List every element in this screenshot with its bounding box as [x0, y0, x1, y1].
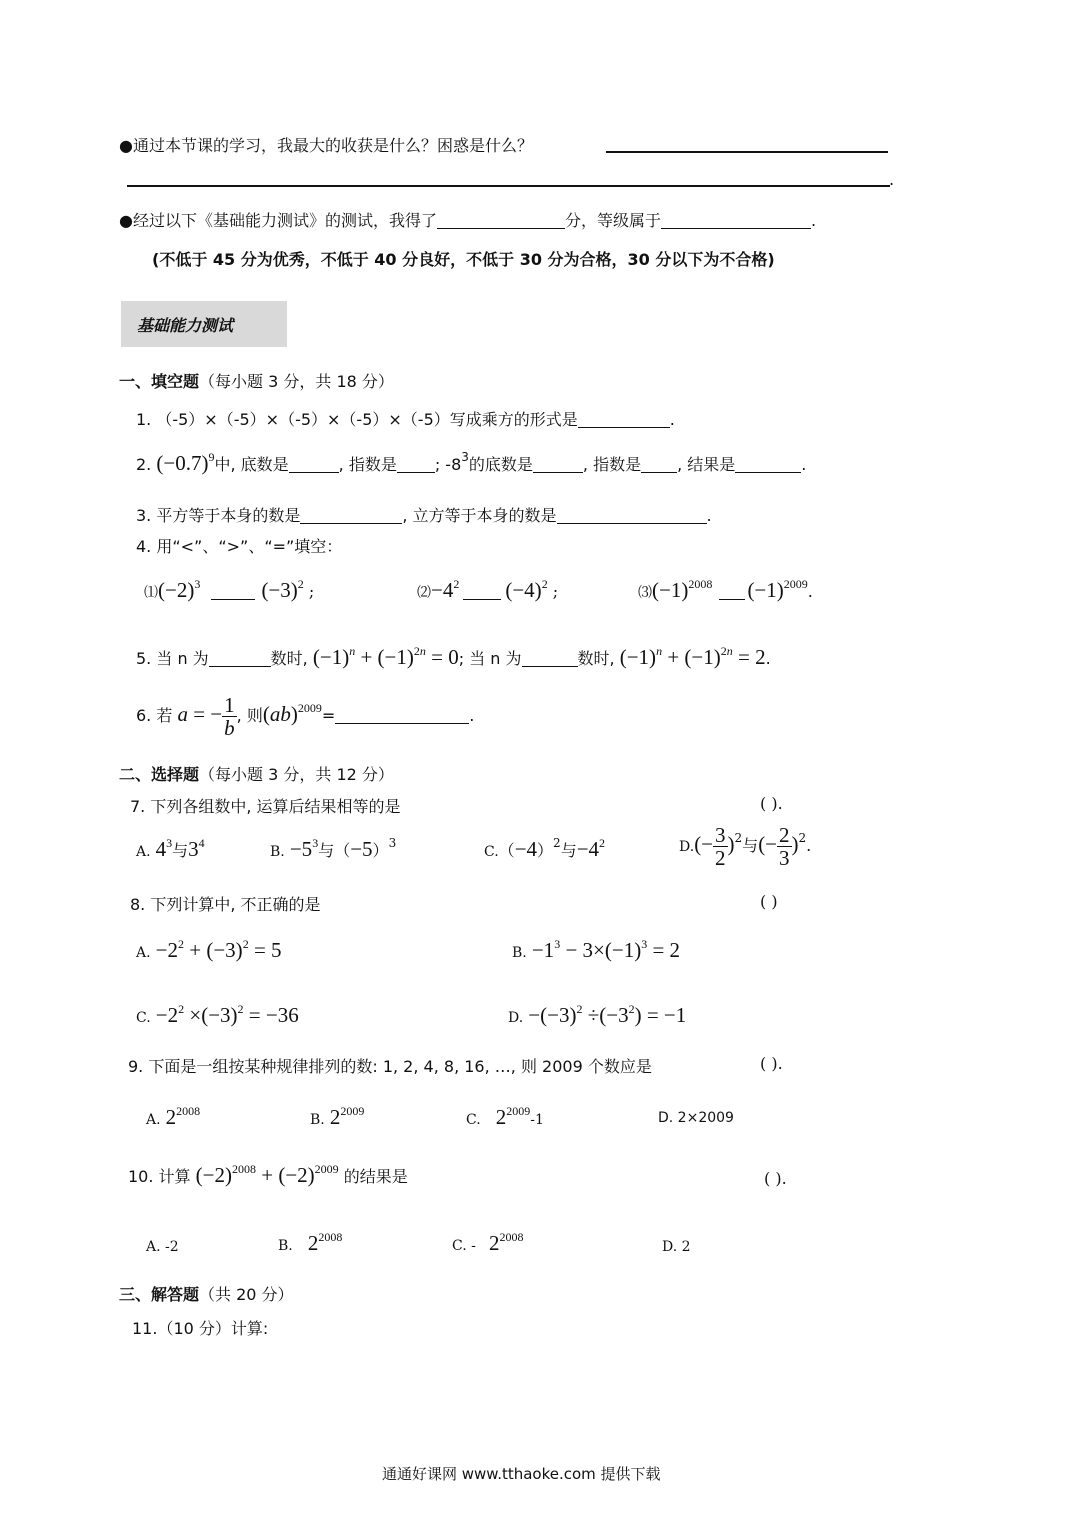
q8-d-label: D. — [508, 1010, 524, 1026]
q7-option-c[interactable]: $C.(-4)^2$与$-4^2$ — [484, 836, 606, 861]
q6-fraction: $\frac{1}{b}$ — [224, 693, 235, 741]
q8-a-label: A. — [136, 945, 151, 961]
q10-a-label: A. -2 — [146, 1239, 179, 1255]
q3-period: . — [706, 506, 712, 525]
q10-option-b[interactable]: B. $2^{2008}$ — [278, 1230, 343, 1255]
q9-option-a[interactable]: A. $2^{2008}$ — [146, 1104, 201, 1129]
q10-c-label: C. - — [452, 1238, 476, 1254]
q2-period-end: . — [801, 455, 807, 474]
section-tag-label: 基础能力测试 — [137, 316, 234, 335]
q4-3-blank[interactable] — [719, 581, 745, 600]
q1-blank[interactable] — [578, 409, 670, 428]
q8-answer-paren[interactable]: ( ) — [760, 892, 778, 911]
q2-text-d1: 的底数是 — [468, 455, 533, 474]
q8-option-d[interactable]: D. $-(-3)^2 \div(-3^2) = -1$ — [508, 1002, 687, 1027]
q2-blank-2[interactable] — [397, 454, 435, 473]
q1-period: . — [669, 410, 675, 429]
q6-text-b: , 则 — [236, 706, 263, 726]
q7-option-b[interactable]: B. $-5^3$与$(-5)^3$ — [270, 836, 397, 861]
section2-note: （每小题 3 分，共 12 分） — [199, 765, 394, 784]
q3-blank-1[interactable] — [300, 505, 402, 524]
q5-text-d: 数时, — [577, 649, 615, 668]
question-1 — [136, 407, 675, 430]
score-blank[interactable] — [437, 210, 565, 229]
question-10: 10. 计算 $(-2)^{2008} + (-2)^{2009}$ 的结果是 — [128, 1162, 408, 1187]
section1-heading — [119, 369, 394, 392]
q8-option-c[interactable]: C. $-2^2 \times(-3)^2 = -36$ — [136, 1002, 299, 1027]
section3-note: （共 20 分） — [199, 1285, 294, 1304]
q9-c-suffix: -1 — [530, 1112, 544, 1128]
q4-1-blank[interactable] — [211, 581, 255, 600]
q2-blank-5[interactable] — [735, 454, 801, 473]
q5-text-a: 5. 当 n 为 — [136, 649, 209, 668]
section2-title: 二、选择题 — [119, 765, 200, 784]
q7-answer-paren[interactable]: ( ). — [760, 794, 783, 813]
q3-text-a: 3. 平方等于本身的数是 — [136, 506, 301, 525]
q9-option-b[interactable]: B. $2^{2009}$ — [310, 1104, 365, 1129]
q2-exp-3: 3 — [461, 450, 469, 464]
line-end-period: . — [889, 170, 895, 189]
section3-title: 三、解答题 — [119, 1285, 200, 1304]
reflection-question-2 — [119, 208, 816, 231]
q4-3-label: ⑶ — [638, 585, 652, 601]
q9-b-label: B. — [310, 1112, 325, 1128]
q4-2-label: ⑵ — [417, 585, 431, 601]
reflection-question-1: ●通过本节课的学习，我最大的收获是什么？困惑是什么？ — [119, 136, 533, 155]
q7-b-label: B. — [270, 844, 285, 860]
q8-option-a[interactable]: A. $-2^2 + (-3)^2 = 5$ — [136, 937, 282, 962]
q8-b-label: B. — [512, 945, 527, 961]
q5-expr-2: $(-1)^n + (-1)^{2n} = 2$ — [619, 644, 766, 669]
q6-blank[interactable] — [335, 705, 469, 724]
q4-part-1: $⑴(-2)^3$ $(-3)^2$ ; — [144, 577, 315, 602]
grade-blank[interactable] — [661, 210, 811, 229]
q10-text-a: 10. 计算 — [128, 1167, 191, 1186]
q3-blank-2[interactable] — [557, 505, 707, 524]
section3-heading — [119, 1282, 294, 1305]
q9-d-label: D. 2×2009 — [658, 1110, 734, 1126]
q5-text-c: ; 当 n 为 — [458, 649, 522, 668]
q2-blank-1[interactable] — [289, 454, 339, 473]
section1-note: （每小题 3 分，共 18 分） — [199, 372, 394, 391]
q10-answer-paren[interactable]: ( ). — [764, 1169, 787, 1188]
q4-2-blank[interactable] — [463, 581, 501, 600]
q2-period: . — [810, 211, 817, 230]
q10-option-d[interactable] — [662, 1236, 691, 1255]
q9-a-label: A. — [146, 1112, 161, 1128]
q9-answer-paren[interactable]: ( ). — [760, 1054, 783, 1073]
q2-expr-1: $(-0.7)^9$ — [156, 450, 215, 475]
q8-option-b[interactable]: B. $-1^3 - 3\times(-1)^3 = 2$ — [512, 937, 681, 962]
q4-part-3: $⑶(-1)^{2008}$ $(-1)^{2009}$. — [638, 577, 813, 602]
q10-option-c[interactable]: C. - $2^{2008}$ — [452, 1230, 524, 1255]
answer-line-1[interactable] — [606, 151, 888, 153]
q2-text-a: ●经过以下《基础能力测试》的测试，我得了 — [119, 211, 437, 230]
q4-part-2: $⑵-4^2$ $(-4)^2$ ; — [417, 577, 559, 602]
q2-text-b1: , 指数是 — [338, 455, 397, 474]
question-7: 7. 下列各组数中, 运算后结果相等的是 — [130, 797, 401, 816]
q7-option-d[interactable]: D.(− $\frac{3}{2}$ )$^2$与(− $\frac{2}{3}$ )$^2$. — [679, 823, 812, 871]
q3-text-b: , 立方等于本身的数是 — [402, 506, 557, 525]
q10-b-label: B. — [278, 1238, 293, 1254]
q2-text-f1: , 结果是 — [677, 455, 736, 474]
question-6: 6. 若 a = − $\frac{1}{b}$ , 则(ab)$^{2009}$= . — [136, 693, 475, 741]
section2-heading — [119, 762, 394, 785]
q9-c-label: C. — [466, 1112, 481, 1128]
q7-option-a[interactable]: A. $4^3$与$3^4$ — [136, 836, 205, 861]
section1-title: 一、填空题 — [119, 372, 200, 391]
question-2 — [136, 450, 806, 476]
answer-line-2[interactable] — [127, 185, 890, 187]
q9-option-c[interactable]: C. $2^{2009}-1$ — [466, 1104, 544, 1129]
q10-text-b: 的结果是 — [343, 1167, 408, 1186]
q2-blank-3[interactable] — [533, 454, 583, 473]
question-8: 8. 下列计算中, 不正确的是 — [130, 895, 321, 914]
q5-blank-2[interactable] — [522, 648, 578, 667]
q2-text-c1: ; -8 — [434, 455, 462, 474]
q5-blank-1[interactable] — [209, 648, 271, 667]
q8-c-label: C. — [136, 1010, 151, 1026]
question-4: 4. 用“<”、“>”、“=”填空： — [136, 537, 343, 556]
section-tag-box — [121, 301, 287, 347]
q7-d-label: D. — [679, 839, 695, 856]
q2-blank-4[interactable] — [641, 454, 677, 473]
question-9: 9. 下面是一组按某种规律排列的数: 1, 2, 4, 8, 16, …, 则 2009 个数应是 — [128, 1057, 652, 1076]
q2-text-b: 分，等级属于 — [564, 211, 661, 230]
q5-text-b: 数时, — [270, 649, 308, 668]
q7-c-label: C. — [484, 844, 499, 860]
q9-option-d[interactable] — [658, 1107, 734, 1126]
q5-expr-1: $(-1)^n + (-1)^{2n} = 0$ — [312, 644, 459, 669]
q2-text-a1: 中, 底数是 — [214, 455, 289, 474]
question-11: 11.（10 分）计算: — [132, 1319, 269, 1338]
q10-d-label: D. 2 — [662, 1239, 691, 1255]
question-3 — [136, 503, 712, 526]
q6-equals: = — [321, 706, 336, 726]
q7-a-label: A. — [136, 844, 151, 860]
q4-1-label: ⑴ — [144, 585, 158, 601]
q2-number: 2. — [136, 455, 152, 474]
q10-option-a[interactable] — [146, 1236, 179, 1255]
page-footer: 通通好课网 www.tthaoke.com 提供下载 — [382, 1465, 661, 1483]
q6-text-a: 6. 若 — [136, 706, 173, 726]
grading-note: (不低于 45 分为优秀，不低于 40 分良好，不低于 30 分为合格，30 分以下为不合格) — [152, 250, 775, 269]
q1-text: 1. （-5）×（-5）×（-5）×（-5）×（-5）写成乘方的形式是 — [136, 410, 578, 429]
question-5: 5. 当 n 为 数时, $(-1)^n + (-1)^{2n} = 0$; 当 n 为 数时, $(-1)^n + (-1)^{2n} = 2$. — [136, 644, 771, 669]
q6-period: . — [469, 706, 475, 726]
q2-text-e1: , 指数是 — [582, 455, 642, 474]
